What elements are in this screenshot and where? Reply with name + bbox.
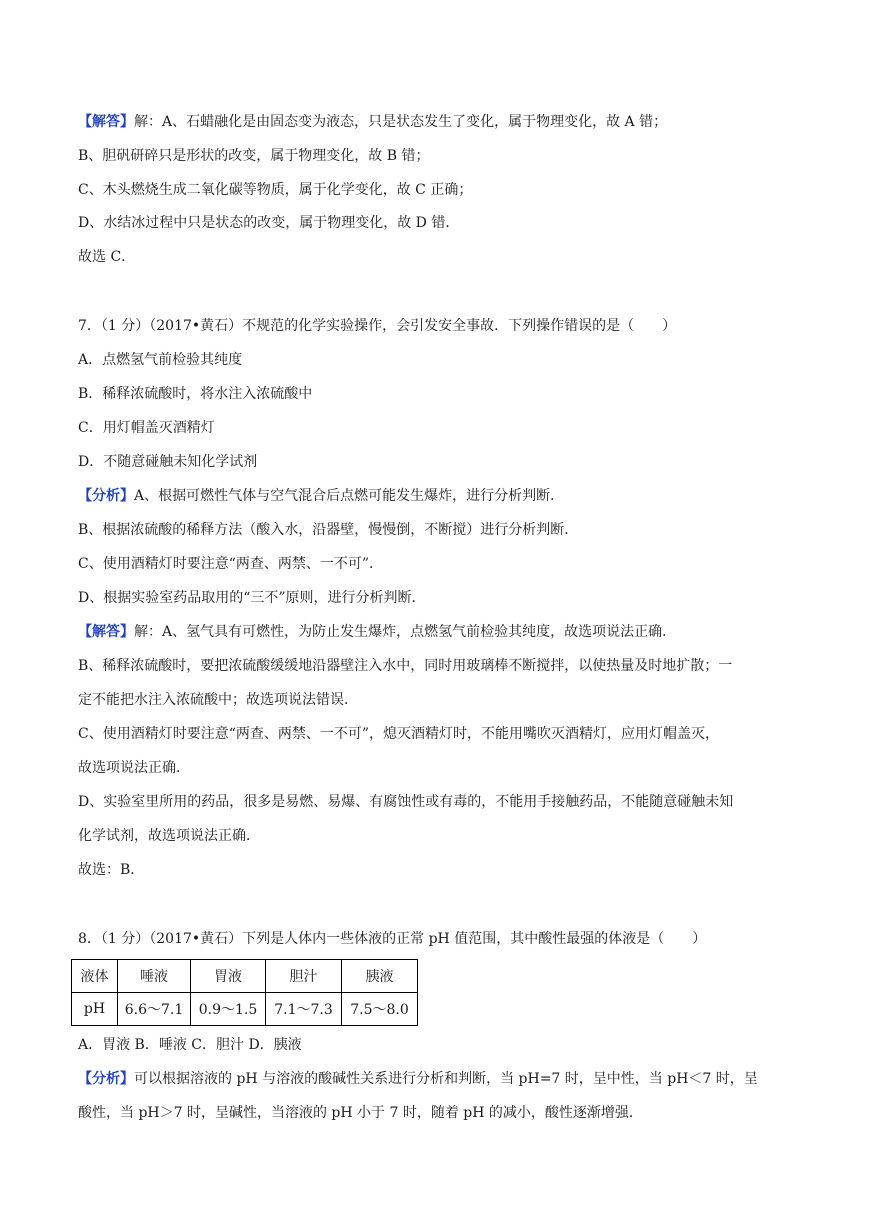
q6-answer-line-3: C、木头燃烧生成二氧化碳等物质，属于化学变化，故 C 正确； (78, 182, 473, 198)
q7-option-c: C．用灯帽盖灭酒精灯 (78, 420, 215, 436)
q7-analysis-line-4: D、根据实验室药品取用的“三不”原则，进行分析判断． (78, 590, 426, 606)
answer-tag: 【解答】 (78, 624, 134, 640)
q7-answer-line-8: 故选：B． (78, 862, 145, 878)
analysis-tag: 【分析】 (78, 488, 134, 504)
table-cell: 6.6～7.1 (118, 993, 191, 1026)
table-cell: 胰液 (342, 960, 418, 993)
table-cell: pH (72, 993, 118, 1026)
q7-answer-line-1 (78, 622, 676, 642)
q7-answer-line-6: D、实验室里所用的药品，很多是易燃、易爆、有腐蚀性或有毒的，不能用手接触药品，不能随意碰触未知 (78, 794, 734, 810)
q7-option-d: D．不随意碰触未知化学试剂 (78, 454, 258, 470)
q7-analysis-line-2: B、根据浓硫酸的稀释方法（酸入水，沿器壁，慢慢倒，不断搅）进行分析判断． (78, 522, 579, 538)
q7-analysis-line-3: C、使用酒精灯时要注意“两查、两禁、一不可”． (78, 556, 384, 572)
table-cell: 唾液 (118, 960, 191, 993)
q7-analysis-line-1 (78, 486, 564, 506)
table-cell: 胆汁 (266, 960, 342, 993)
q8-analysis-line-2: 酸性，当 pH＞7 时，呈碱性，当溶液的 pH 小于 7 时，随着 pH 的减小，酸性逐渐增强． (78, 1105, 643, 1121)
answer-text: 解：A、氢气具有可燃性，为防止发生爆炸，点燃氢气前检验其纯度，故选项说法正确． (134, 624, 677, 640)
q7-option-a: A．点燃氢气前检验其纯度 (78, 352, 243, 368)
q7-answer-line-7: 化学试剂，故选项说法正确． (78, 828, 260, 844)
q8-options: A．胃液 B．唾液 C．胆汁 D．胰液 (78, 1037, 302, 1053)
q6-answer-line-4: D、水结冰过程中只是状态的改变，属于物理变化，故 D 错． (78, 215, 460, 231)
answer-text: 解：A、石蜡融化是由固态变为液态，只是状态发生了变化，属于物理变化，故 A 错； (134, 114, 668, 130)
q7-option-b: B．稀释浓硫酸时，将水注入浓硫酸中 (78, 386, 313, 402)
q6-answer-line-2: B、胆矾研碎只是形状的改变，属于物理变化，故 B 错； (78, 148, 430, 164)
q6-answer-line-5: 故选 C． (78, 249, 136, 265)
ph-table (71, 959, 418, 1026)
table-cell: 7.1～7.3 (266, 993, 342, 1026)
q7-answer-line-3: 定不能把水注入浓硫酸中；故选项说法错误． (78, 692, 358, 708)
q8-analysis-line-1 (78, 1069, 758, 1089)
q7-answer-line-2: B、稀释浓硫酸时，要把浓硫酸缓缓地沿器壁注入水中，同时用玻璃棒不断搅拌，以使热量及时地扩散；一 (78, 658, 733, 674)
q7-stem: 7．（1 分）（2017•黄石）不规范的化学实验操作，会引发安全事故．下列操作错误的是（ ） (78, 318, 677, 334)
answer-tag: 【解答】 (78, 114, 134, 130)
table-cell: 液体 (72, 960, 118, 993)
analysis-text: A、根据可燃性气体与空气混合后点燃可能发生爆炸，进行分析判断． (134, 488, 565, 504)
table-cell: 胃液 (191, 960, 266, 993)
table-cell: 0.9～1.5 (191, 993, 266, 1026)
analysis-text: 可以根据溶液的 pH 与溶液的酸碱性关系进行分析和判断，当 pH=7 时，呈中性，当 pH＜7 时，呈 (134, 1071, 758, 1087)
table-cell: 7.5～8.0 (342, 993, 418, 1026)
q8-stem: 8．（1 分）（2017•黄石）下列是人体内一些体液的正常 pH 值范围，其中酸性最强的体液是（ ） (78, 931, 707, 947)
q6-answer-line-1 (78, 112, 667, 132)
table-row (72, 960, 418, 993)
q7-answer-line-4: C、使用酒精灯时要注意“两查、两禁、一不可”，熄灭酒精灯时，不能用嘴吹灭酒精灯，应用灯帽盖灭， (78, 726, 720, 742)
table-row (72, 993, 418, 1026)
q7-answer-line-5: 故选项说法正确． (78, 760, 190, 776)
analysis-tag: 【分析】 (78, 1071, 134, 1087)
